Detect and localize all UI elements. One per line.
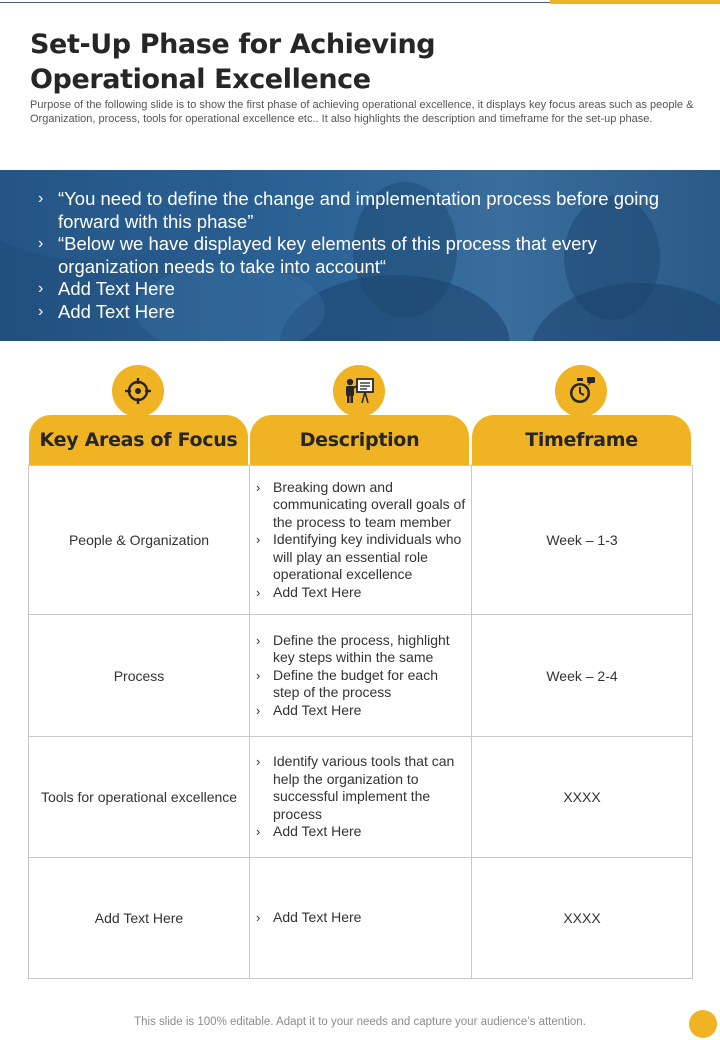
banner-bullet-text: “You need to define the change and implementation process before going forward with this phase” (58, 188, 659, 232)
chevron-right-icon: › (38, 190, 44, 207)
description-item (256, 531, 467, 584)
timeframe-cell: Week – 2-4 (472, 615, 693, 737)
column-header-timeframe: Timeframe (472, 415, 691, 465)
description-text: Define the process, highlight key steps within the same (273, 631, 450, 666)
description-text: Breaking down and communicating overall goals of the process to team member (273, 478, 466, 530)
description-cell (250, 615, 472, 737)
description-item (256, 823, 467, 841)
chevron-right-icon: › (256, 910, 261, 926)
chevron-right-icon: › (38, 235, 44, 252)
table-row (29, 737, 693, 858)
banner-bullet (38, 278, 688, 301)
description-cell (250, 737, 472, 858)
column-header-description: Description (250, 415, 469, 465)
column-header-key-areas: Key Areas of Focus (29, 415, 248, 465)
description-text: Add Text Here (273, 909, 362, 926)
area-cell: Process (29, 615, 250, 737)
banner-bullet-text: Add Text Here (58, 300, 175, 322)
description-item (256, 584, 467, 602)
chevron-right-icon: › (256, 479, 261, 495)
banner-bullet-list (38, 188, 688, 323)
timeframe-cell: XXXX (472, 737, 693, 858)
area-cell: Tools for operational excellence (29, 737, 250, 858)
description-text: Define the budget for each step of the process (273, 666, 439, 701)
description-item (256, 632, 467, 667)
page-marker-dot (689, 1010, 717, 1038)
chevron-right-icon: › (256, 702, 261, 718)
description-item (256, 702, 467, 720)
page-subtitle: Purpose of the following slide is to show the first phase of achieving operational excellence, it displays key focus areas such as people & Organization, process, tools for operational excellence etc.. It also highlights the description and timeframe for the set-up phase. (30, 99, 694, 125)
stopwatch-icon (555, 365, 607, 417)
area-cell: People & Organization (29, 466, 250, 615)
footer-note: This slide is 100% editable. Adapt it to your needs and capture your audience’s attention. (134, 1016, 586, 1028)
banner-bullet (38, 233, 688, 278)
chevron-right-icon: › (38, 302, 44, 320)
quote-banner (0, 170, 720, 341)
timeframe-cell: XXXX (472, 858, 693, 979)
chevron-right-icon: › (38, 280, 44, 297)
description-cell (250, 858, 472, 979)
top-divider-line (0, 2, 550, 3)
description-cell (250, 466, 472, 615)
banner-bullet-text: “Below we have displayed key elements of this process that every organization needs to take into account“ (58, 233, 597, 277)
description-text: Identifying key individuals who will play an essential role operational excellence (273, 531, 462, 583)
description-text: Add Text Here (273, 701, 362, 718)
description-text: Identify various tools that can help the organization to successful implement the process (273, 753, 455, 822)
chevron-right-icon: › (256, 824, 261, 840)
description-item (256, 667, 467, 702)
target-icon (112, 365, 164, 417)
table-row (29, 466, 693, 615)
chevron-right-icon: › (256, 584, 261, 600)
banner-bullet-text: Add Text Here (58, 278, 175, 299)
banner-bullet (38, 301, 688, 324)
presentation-icon (333, 365, 385, 417)
description-text: Add Text Here (273, 583, 362, 600)
description-text: Add Text Here (273, 823, 362, 840)
description-list (250, 909, 471, 927)
description-item (256, 479, 467, 532)
focus-areas-table (28, 465, 693, 979)
chevron-right-icon: › (256, 667, 261, 683)
description-list (250, 479, 471, 602)
chevron-right-icon: › (256, 532, 261, 548)
chevron-right-icon: › (256, 754, 261, 770)
description-list (250, 753, 471, 841)
page-title-line-1: Set-Up Phase for Achieving (30, 29, 436, 60)
top-accent-bar (550, 0, 720, 4)
description-item (256, 909, 467, 927)
page-title (30, 27, 590, 97)
chevron-right-icon: › (256, 632, 261, 648)
banner-bullet (38, 188, 688, 233)
table-row (29, 858, 693, 979)
description-list (250, 632, 471, 720)
timeframe-cell: Week – 1-3 (472, 466, 693, 615)
table-row (29, 615, 693, 737)
description-item (256, 753, 467, 823)
page-title-line-2: Operational Excellence (30, 64, 371, 95)
area-cell: Add Text Here (29, 858, 250, 979)
